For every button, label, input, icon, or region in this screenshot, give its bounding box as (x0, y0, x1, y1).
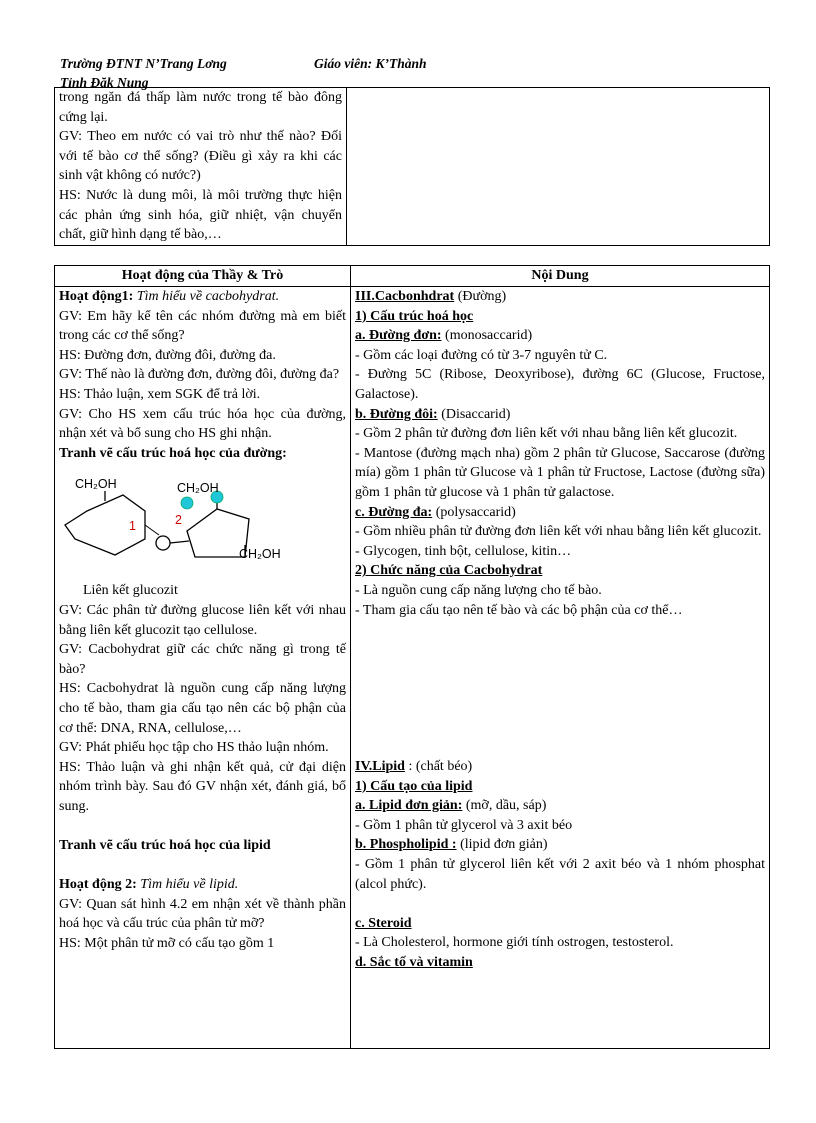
top-left-cell (55, 88, 347, 246)
activities-cell (55, 287, 351, 1049)
glycosidic-link (170, 541, 189, 543)
sugar-a-heading (355, 326, 765, 346)
lipid-c-heading: c. Steroid (355, 915, 412, 931)
section-4-title: IV.Lipid (355, 759, 405, 775)
col-header-content: Nội Dung (351, 266, 770, 287)
function-line-1: - Là nguồn cung cấp năng lượng cho tế bào. (355, 582, 602, 598)
sugar-c-subtitle: (polysaccarid) (432, 504, 516, 520)
sugar-structure-heading: Tranh vẽ cấu trúc hoá học của đường: (59, 445, 287, 461)
sugar-b-line-2: - Mantose (đường mạch nha) gồm 2 phân tử Glucose, Saccarose (đường mía) gồm 1 phân tử Glucose và 1 phân tử Fructose, Lactose (đường sữa) gồm 1 phân tử glucose và 1 phân tử galactose. (355, 445, 765, 500)
top-right-cell (347, 88, 770, 246)
left-p3: GV: Thế nào là đường đơn, đường đôi, đường đa? (59, 367, 340, 383)
ch2oh-label-3: CH₂OH (239, 547, 281, 562)
left-p11: GV: Quan sát hình 4.2 em nhận xét về thành phần hoá học và cấu trúc của phân tử mỡ? (59, 896, 346, 932)
atom-marker-2 (181, 497, 193, 509)
content-cell (351, 287, 770, 1049)
top-paragraph-1: trong ngăn đá thấp làm nước trong tế bào đông cứng lại. (59, 90, 342, 125)
ch2oh-label-1: CH₂OH (75, 477, 117, 492)
top-table (54, 87, 770, 246)
function-line-2: - Tham gia cấu tạo nên tế bào và các bộ phận của cơ thể… (355, 602, 683, 618)
sugar-a-line-1: - Gồm các loại đường có từ 3-7 nguyên tử C. (355, 347, 608, 363)
province-name: Tỉnh Đăk Nung (60, 75, 149, 90)
section-3-title: III.Cacbonhdrat (355, 289, 455, 304)
glucozit-bond-diagram (59, 473, 346, 581)
section-4-subtitle: : (chất béo) (404, 759, 473, 775)
sugar-a-line-2: - Đường 5C (Ribose, Deoxyribose), đường 6C (Glucose, Fructose, Galactose). (355, 367, 765, 402)
carbon-number-2: 2 (175, 513, 182, 528)
activity-1-label: Hoạt động1: (59, 289, 134, 304)
section-3-heading (355, 287, 765, 307)
sugar-a-title: a. Đường đơn: (355, 328, 442, 344)
lipid-structure-heading: Tranh vẽ cấu trúc hoá học của lipid (59, 838, 271, 854)
lipid-b-heading (355, 835, 765, 855)
left-p9: GV: Phát phiếu học tập cho HS thảo luận nhóm. (59, 740, 329, 756)
lipid-c-line-1: - Là Cholesterol, hormone giới tính ostrogen, testosterol. (355, 935, 674, 951)
left-p5: GV: Cho HS xem cấu trúc hóa học của đường, nhận xét và bổ sung cho HS ghi nhận. (59, 406, 346, 442)
ch2oh-label-2: CH₂OH (177, 481, 219, 496)
activity-2-title: Tìm hiểu về lipid. (136, 877, 239, 893)
left-p10: HS: Thảo luận và ghi nhận kết quả, cử đại diện nhóm trình bày. Sau đó GV nhận xét, đánh giá, bổ sung. (59, 759, 346, 814)
activity-1-title: Tìm hiểu về cacbohydrat. (133, 289, 280, 304)
left-p1: GV: Em hãy kể tên các nhóm đường mà em biết trong các cơ thể sống? (59, 308, 346, 344)
top-paragraph-3: HS: Nước là dung môi, là môi trường thực hiện các phản ứng sinh hóa, giữ nhiệt, vận chuyển chất, giữ hình dạng tế bào,… (59, 187, 342, 243)
section-3-2-heading: 2) Chức năng của Cacbohydrat (355, 563, 543, 579)
content-spacer (355, 620, 765, 757)
lipid-b-title: b. Phospholipid : (355, 837, 457, 853)
left-p4: HS: Thảo luận, xem SGK để trả lời. (59, 386, 261, 402)
sugar-a-subtitle: (monosaccarid) (441, 328, 533, 344)
left-p2: HS: Đường đơn, đường đôi, đường đa. (59, 347, 276, 363)
col-header-activities: Hoạt động của Thầy & Trò (55, 266, 351, 287)
carbon-number-1: 1 (129, 519, 136, 534)
left-p6: GV: Các phân tử đường glucose liên kết với nhau bằng liên kết glucozit tạo cellulose. (59, 602, 346, 638)
section-4-heading (355, 757, 765, 777)
lipid-b-subtitle: (lipid đơn giản) (456, 837, 548, 853)
ring-1-bond-out (145, 525, 159, 535)
lipid-a-line-1: - Gồm 1 phân tử glycerol và 3 axit béo (355, 817, 573, 833)
lipid-d-heading: d. Sắc tố và vitamin (355, 955, 473, 971)
sugar-c-line-1: - Gồm nhiều phân tử đường đơn liên kết với nhau bằng liên kết glucozit. (355, 524, 762, 540)
school-name: Trường ĐTNT N’Trang Lơng (60, 56, 227, 71)
sugar-b-title: b. Đường đôi: (355, 406, 438, 422)
glycosidic-oxygen (156, 536, 170, 550)
sugar-c-heading (355, 503, 765, 523)
sugar-b-line-1: - Gồm 2 phân tử đường đơn liên kết với nhau bằng liên kết glucozit. (355, 426, 738, 442)
section-3-subtitle: (Đường) (454, 289, 507, 304)
sugar-c-line-2: - Glycogen, tinh bột, cellulose, kitin… (355, 543, 572, 559)
glucozit-caption: Liên kết glucozit (83, 583, 178, 599)
lipid-a-subtitle: (mỡ, dầu, sáp) (462, 798, 547, 814)
sugar-b-subtitle: (Disaccarid) (437, 406, 511, 422)
teacher-name: Giáo viên: K’Thành (314, 56, 427, 71)
lipid-a-heading (355, 796, 765, 816)
lesson-table (54, 265, 770, 1049)
activity-1-heading (59, 287, 346, 307)
left-p12: HS: Một phân tử mỡ có cấu tạo gồm 1 (59, 936, 275, 952)
left-p7: GV: Cacbohydrat giữ các chức năng gì trong tế bào? (59, 642, 346, 677)
sugar-c-title: c. Đường đa: (355, 504, 433, 520)
lipid-b-line-1: - Gồm 1 phân tử glycerol liên kết với 2 axit béo và 1 nhóm phosphat (alcol phức). (355, 857, 765, 892)
section-3-1-heading: 1) Cấu trúc hoá học (355, 308, 474, 324)
left-p8: HS: Cacbohydrat là nguồn cung cấp năng lượng cho tế bào, tham gia cấu tạo nên các bộ phận của cơ thể: DNA, RNA, cellulose,… (59, 681, 346, 736)
lipid-a-title: a. Lipid đơn giản: (355, 798, 463, 814)
section-4-1-heading: 1) Cấu tạo của lipid (355, 778, 473, 794)
activity-2-label: Hoạt động 2: (59, 877, 137, 893)
activity-2-heading (59, 875, 346, 895)
top-paragraph-2: GV: Theo em nước có vai trò như thế nào? Đối với tế bào cơ thể sống? (Điều gì xảy ra khi các sinh vật không có nước?) (59, 129, 342, 184)
sugar-b-heading (355, 405, 765, 425)
